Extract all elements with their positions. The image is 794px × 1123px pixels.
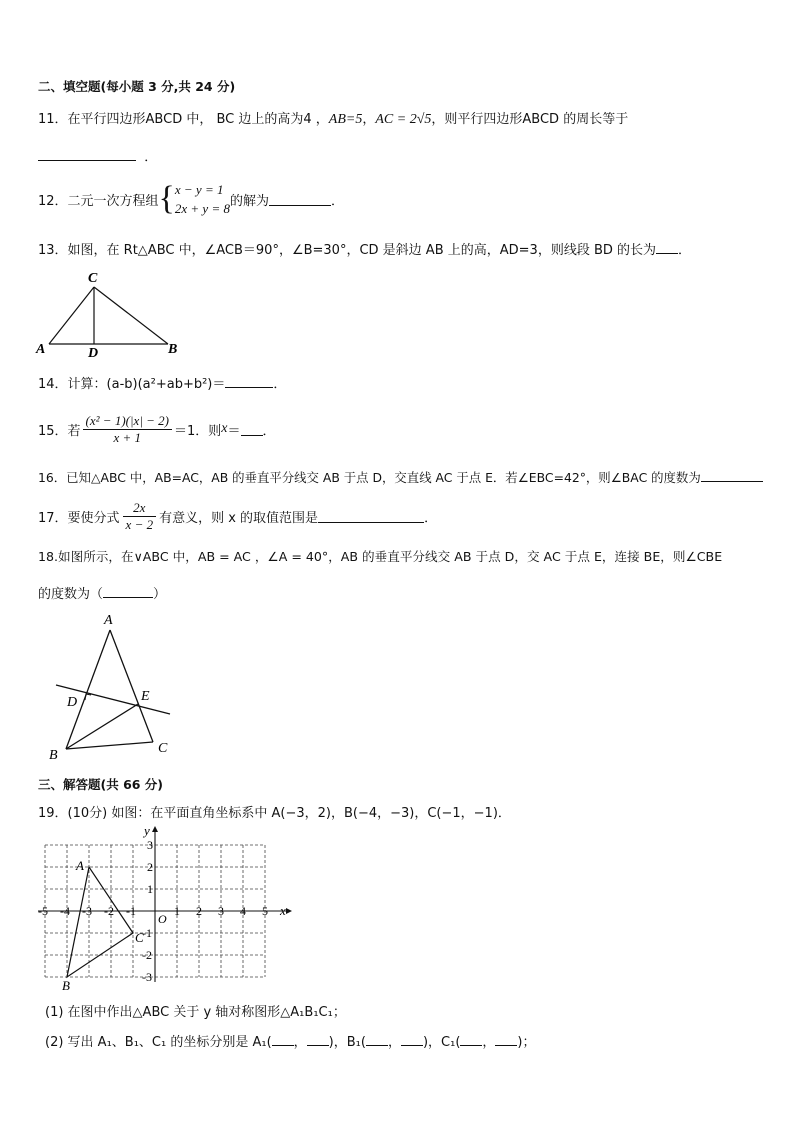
q19-coordinate-grid xyxy=(34,822,294,993)
x-tick-label: 5 xyxy=(262,904,268,918)
y-tick-label: 3 xyxy=(147,838,153,852)
question-14 xyxy=(38,373,286,392)
q14-text: 14．计算：(a-b)(a²+ab+b²)＝ xyxy=(38,377,226,392)
q11-blank[interactable] xyxy=(38,148,136,161)
question-19-part2 xyxy=(45,1031,536,1050)
x-tick-label: -2 xyxy=(104,904,114,918)
q19-point-label-a: A xyxy=(76,858,84,873)
q18-side-bc xyxy=(66,742,153,749)
y-tick-label: -3 xyxy=(142,970,152,984)
q13-side-bc xyxy=(94,287,168,344)
q15-mid: ＝1．则 xyxy=(174,423,222,439)
y-tick-label: -1 xyxy=(142,926,152,940)
q17-fraction xyxy=(123,500,157,533)
x-tick-label: 2 xyxy=(196,904,202,918)
q19-point-label-b: B xyxy=(62,978,70,993)
q13-triangle-figure xyxy=(30,266,190,360)
question-19-intro: 19．(10分) 如图：在平面直角坐标系中 A(−3，2)，B(−4，−3)，C(−1，−1)． xyxy=(38,806,511,821)
question-13 xyxy=(38,239,691,258)
q17-prefix: 17．要使分式 xyxy=(38,510,120,526)
x-axis-label: x xyxy=(280,903,286,918)
q13-label-c: C xyxy=(88,271,98,286)
question-18-line1: 18.如图所示，在∨ABC 中，AB = AC ，∠A = 40°，AB 的垂直平分线交 AB 于点 D，交 AC 于点 E，连接 BE，则∠CBE xyxy=(38,549,723,564)
q14-blank[interactable] xyxy=(225,375,273,388)
x-tick-label: 1 xyxy=(174,904,180,918)
q18-triangle-figure xyxy=(36,610,186,762)
y-tick-label: 1 xyxy=(147,882,153,896)
q19-blank-a1x[interactable] xyxy=(272,1033,294,1046)
q16-text: 16．已知△ABC 中，AB=AC，AB 的垂直平分线交 AB 于点 D，交直线 AC 于点 E．若∠EBC=42°，则∠BAC 的度数为 xyxy=(38,470,701,485)
q11-prefix: 11．在平行四边形ABCD 中， BC 边上的高为4 ， xyxy=(38,112,329,127)
question-16 xyxy=(38,468,763,486)
q18-blank[interactable] xyxy=(103,585,153,598)
q19-comma-3: ， xyxy=(482,1035,496,1050)
q15-denominator: x + 1 xyxy=(113,429,142,445)
q17-suffix: 有意义，则 x 的取值范围是 xyxy=(159,510,319,526)
q19-comma-1: ， xyxy=(293,1035,307,1050)
q17-blank[interactable] xyxy=(318,510,424,523)
question-17 xyxy=(38,494,437,538)
q18-right-angle-mark xyxy=(85,694,91,700)
q15-end: ． xyxy=(262,423,276,439)
q17-numerator: 2x xyxy=(123,500,157,517)
q12-blank[interactable] xyxy=(269,193,331,206)
section-2-title: 二、填空题(每小题 3 分,共 24 分) xyxy=(38,79,236,94)
q15-numerator: (x² − 1)(|x| − 2) xyxy=(83,413,172,430)
question-19-part1: (1) 在图中作出△ABC 关于 y 轴对称图形△A₁B₁C₁； xyxy=(45,1005,346,1020)
q18-label-b: B xyxy=(49,748,58,763)
q11-mid: ， xyxy=(362,112,376,127)
q12-eq2: 2x + y = 8 xyxy=(174,201,230,216)
origin-label: O xyxy=(158,912,167,926)
q15-var: x xyxy=(221,421,228,436)
q13-text: 13．如图，在 Rt△ABC 中，∠ACB＝90°，∠B=30°，CD 是斜边 AB 上的高，AD=3，则线段 BD 的长为 xyxy=(38,243,657,258)
q12-end: ． xyxy=(330,193,344,209)
q18-side-ac xyxy=(110,630,153,742)
q18-label-e: E xyxy=(141,689,150,704)
q19-part2-c: )，C₁( xyxy=(422,1035,461,1050)
q15-fraction xyxy=(83,413,172,446)
q13-blank[interactable] xyxy=(656,241,678,254)
q19-blank-a1y[interactable] xyxy=(307,1033,329,1046)
q12-system xyxy=(175,180,230,218)
q18-line2-suffix: ） xyxy=(153,587,167,602)
section-3-title: 三、解答题(共 66 分) xyxy=(38,777,164,792)
q19-part2-b: )，B₁( xyxy=(328,1035,366,1050)
x-tick-label: -4 xyxy=(60,904,70,918)
q13-end: ． xyxy=(678,243,692,258)
question-11 xyxy=(38,108,628,128)
y-axis-arrow xyxy=(152,826,158,832)
q11-ab: AB=5 xyxy=(328,112,363,127)
q17-end: ． xyxy=(424,510,438,526)
y-axis-label: y xyxy=(144,823,150,838)
q18-label-a: A xyxy=(104,613,113,628)
q19-part2-prefix: (2) 写出 A₁、B₁、C₁ 的坐标分别是 A₁( xyxy=(45,1035,272,1050)
q12-prefix: 12．二元一次方程组 xyxy=(38,193,159,209)
q19-comma-2: ， xyxy=(387,1035,401,1050)
q19-part2-end: )； xyxy=(517,1035,536,1050)
q13-label-d: D xyxy=(88,346,99,361)
q12-eq1: x − y = 1 xyxy=(174,182,224,197)
q18-line2-prefix: 的度数为（ xyxy=(38,587,104,602)
question-15 xyxy=(38,407,276,451)
q18-segment-be xyxy=(66,704,138,749)
q11-ac: AC = 2√5 xyxy=(375,112,432,127)
q19-blank-b1x[interactable] xyxy=(366,1033,388,1046)
x-tick-label: -1 xyxy=(126,904,136,918)
q18-label-c: C xyxy=(158,741,168,756)
q18-label-d: D xyxy=(67,695,78,710)
x-tick-label: -5 xyxy=(38,904,48,918)
y-tick-label: -2 xyxy=(142,948,152,962)
q13-side-ac xyxy=(49,287,94,344)
q15-blank[interactable] xyxy=(241,423,263,436)
x-axis-arrow xyxy=(286,908,292,914)
q17-denominator: x − 2 xyxy=(125,516,154,532)
q15-eq: ＝ xyxy=(227,423,241,439)
x-tick-label: 3 xyxy=(218,904,224,918)
q15-prefix: 15．若 xyxy=(38,423,81,439)
q19-blank-b1y[interactable] xyxy=(401,1033,423,1046)
q13-label-a: A xyxy=(36,342,46,357)
q14-end: ． xyxy=(273,377,287,392)
x-tick-label: -3 xyxy=(82,904,92,918)
q19-blank-c1x[interactable] xyxy=(460,1033,482,1046)
question-12 xyxy=(38,177,344,221)
y-tick-label: 2 xyxy=(147,860,153,874)
q19-blank-c1y[interactable] xyxy=(495,1033,517,1046)
question-18-line2 xyxy=(38,583,166,602)
q12-brace: { xyxy=(158,180,175,217)
q19-triangle-abc xyxy=(67,867,133,977)
q13-label-b: B xyxy=(168,342,178,357)
q12-suffix: 的解为 xyxy=(229,193,269,209)
q16-blank[interactable] xyxy=(701,469,763,482)
q19-point-label-c: C xyxy=(135,930,144,945)
q11-end: ． xyxy=(144,150,158,165)
q11-suffix: ，则平行四边形ABCD 的周长等于 xyxy=(431,112,629,127)
x-tick-label: 4 xyxy=(240,904,246,918)
q11-answer-line xyxy=(38,146,157,165)
